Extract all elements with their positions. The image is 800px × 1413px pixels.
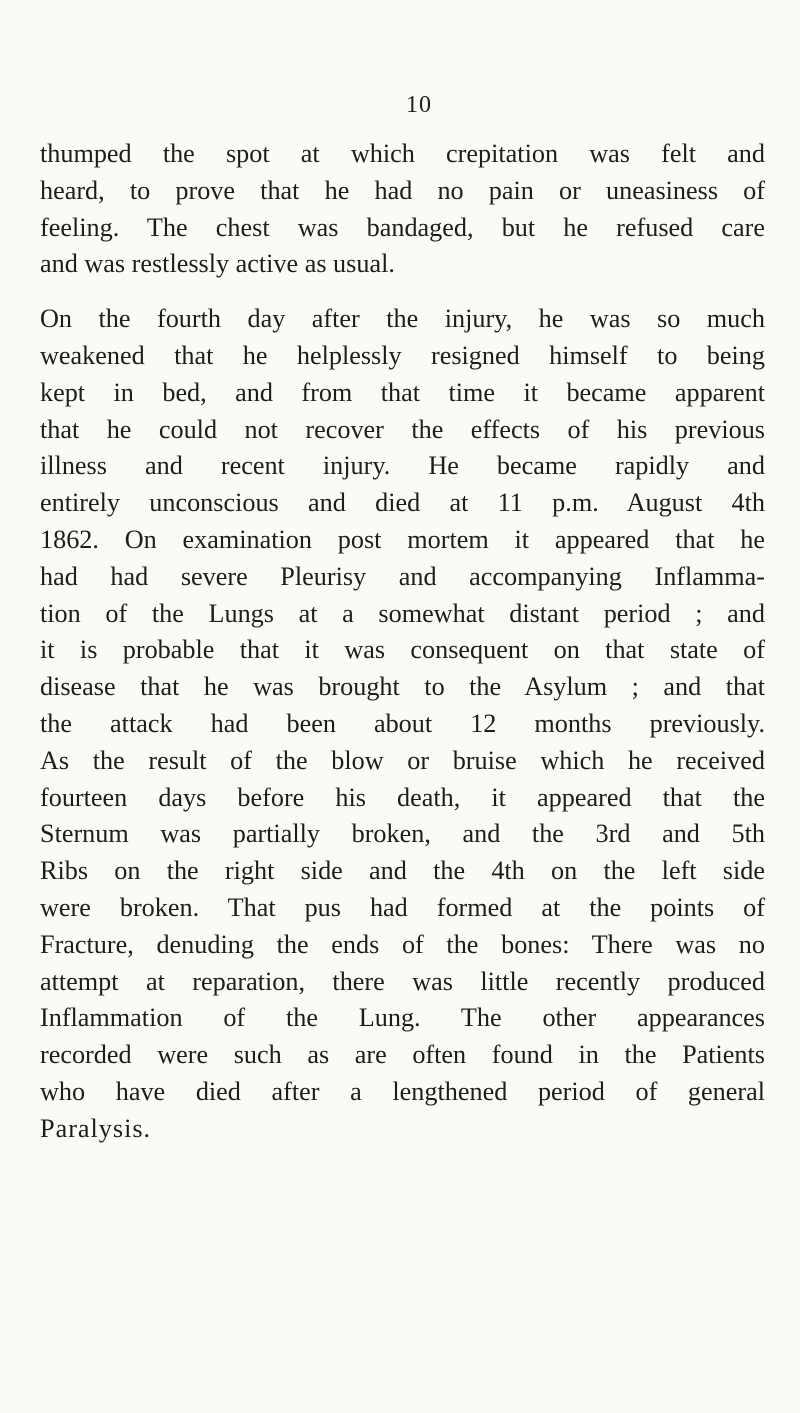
text-line: weakened that he helplessly resigned himself to being	[40, 340, 765, 370]
paragraph-2	[40, 301, 765, 1147]
text-line: disease that he was brought to the Asylum ; and that	[40, 672, 765, 702]
text-line: Ribs on the right side and the 4th on the left side	[40, 856, 765, 886]
text-line: heard, to prove that he had no pain or uneasiness of	[40, 175, 765, 205]
text-line: were broken. That pus had formed at the points of	[40, 892, 765, 922]
text-line: and was restlessly active as usual.	[40, 249, 395, 279]
text-line: On the fourth day after the injury, he was so much	[40, 304, 765, 334]
page-number: 10	[406, 92, 432, 118]
text-line: Sternum was partially broken, and the 3rd and 5th	[40, 819, 765, 849]
paragraph-spacer	[40, 283, 765, 301]
text-line: illness and recent injury. He became rapidly and	[40, 451, 765, 481]
text-line: it is probable that it was consequent on that state of	[40, 635, 765, 665]
text-line: attempt at reparation, there was little recently produced	[40, 966, 765, 996]
text-line: Inflammation of the Lung. The other appearances	[40, 1003, 765, 1033]
paragraph-1	[40, 136, 765, 283]
text-line: fourteen days before his death, it appeared that the	[40, 782, 765, 812]
text-line: Fracture, denuding the ends of the bones: There was no	[40, 929, 765, 959]
text-line: who have died after a lengthened period of general	[40, 1076, 765, 1106]
text-line: recorded were such as are often found in the Patients	[40, 1040, 765, 1070]
text-line: thumped the spot at which crepitation was felt and	[40, 139, 765, 168]
text-line: kept in bed, and from that time it became apparent	[40, 377, 765, 407]
text-line: had had severe Pleurisy and accompanying Inflamma-	[40, 561, 765, 591]
text-line: As the result of the blow or bruise which he received	[40, 745, 765, 775]
text-line: entirely unconscious and died at 11 p.m. August 4th	[40, 488, 765, 518]
text-line: that he could not recover the effects of his previous	[40, 414, 765, 444]
text-line: Paralysis.	[40, 1113, 152, 1143]
text-line: 1862. On examination post mortem it appeared that he	[40, 524, 765, 554]
text-line: tion of the Lungs at a somewhat distant period ; and	[40, 598, 765, 628]
text-line: the attack had been about 12 months previously.	[40, 708, 765, 738]
page-body	[40, 136, 765, 1148]
text-line: feeling. The chest was bandaged, but he refused care	[40, 212, 765, 242]
